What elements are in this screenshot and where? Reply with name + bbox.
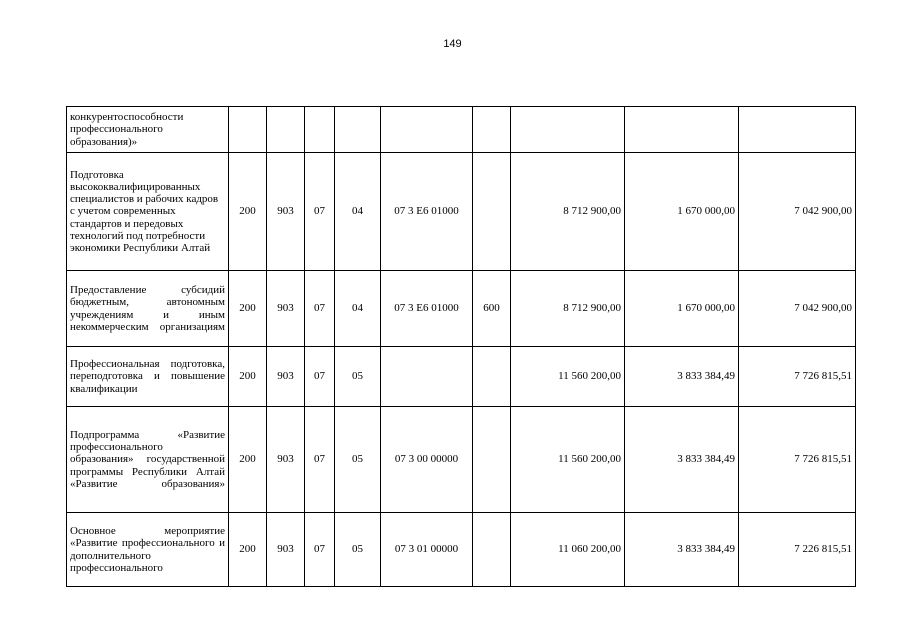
row-name: Подготовка высококвалифицированных специалистов и рабочих кадров с учетом современных стандартов и передовых технологий под потребности экономики Республики Алтай [67, 153, 229, 271]
cell-sum1 [511, 107, 625, 153]
cell-sum2 [625, 107, 739, 153]
cell-gr [229, 107, 267, 153]
cell-sum2: 3 833 384,49 [625, 407, 739, 513]
cell-razdel: 07 [305, 347, 335, 407]
cell-sum2: 1 670 000,00 [625, 153, 739, 271]
cell-podrazdel: 05 [335, 407, 381, 513]
cell-razdel: 07 [305, 271, 335, 347]
cell-csr [381, 107, 473, 153]
row-name: Предоставление субсидий бюджетным, автономным учреждениям и иным некоммерческим организациям [67, 271, 229, 347]
cell-sum3: 7 042 900,00 [739, 271, 856, 347]
cell-vr [473, 107, 511, 153]
table-row [67, 107, 856, 153]
cell-vedomstvo: 903 [267, 513, 305, 587]
cell-csr [381, 347, 473, 407]
cell-sum1: 8 712 900,00 [511, 153, 625, 271]
cell-vr [473, 407, 511, 513]
cell-gr: 200 [229, 153, 267, 271]
cell-sum1: 11 560 200,00 [511, 347, 625, 407]
cell-vr: 600 [473, 271, 511, 347]
cell-csr: 07 3 Е6 01000 [381, 271, 473, 347]
cell-vedomstvo: 903 [267, 271, 305, 347]
cell-podrazdel: 04 [335, 153, 381, 271]
cell-vedomstvo: 903 [267, 407, 305, 513]
table-row [67, 407, 856, 513]
cell-razdel: 07 [305, 153, 335, 271]
cell-csr: 07 3 Е6 01000 [381, 153, 473, 271]
row-name: Основное мероприятие «Развитие профессионального и дополнительного профессионального [67, 513, 229, 587]
cell-podrazdel: 05 [335, 347, 381, 407]
cell-vr [473, 347, 511, 407]
cell-gr: 200 [229, 513, 267, 587]
table-row [67, 153, 856, 271]
cell-gr: 200 [229, 407, 267, 513]
cell-vr [473, 513, 511, 587]
cell-podrazdel: 04 [335, 271, 381, 347]
cell-sum3: 7 042 900,00 [739, 153, 856, 271]
cell-sum1: 11 060 200,00 [511, 513, 625, 587]
cell-sum2: 3 833 384,49 [625, 347, 739, 407]
table-row [67, 513, 856, 587]
cell-razdel: 07 [305, 407, 335, 513]
cell-podrazdel [335, 107, 381, 153]
row-name: Профессиональная подготовка, переподготовка и повышение квалификации [67, 347, 229, 407]
cell-csr: 07 3 00 00000 [381, 407, 473, 513]
table-row [67, 271, 856, 347]
cell-sum1: 11 560 200,00 [511, 407, 625, 513]
cell-vedomstvo: 903 [267, 347, 305, 407]
cell-razdel [305, 107, 335, 153]
cell-vedomstvo [267, 107, 305, 153]
cell-sum3: 7 726 815,51 [739, 347, 856, 407]
cell-gr: 200 [229, 271, 267, 347]
cell-csr: 07 3 01 00000 [381, 513, 473, 587]
cell-gr: 200 [229, 347, 267, 407]
row-name: Подпрограмма «Развитие профессионального образования» государственной программы Республики Алтай «Развитие образования» [67, 407, 229, 513]
row-name: конкурентоспособности профессионального образования)» [67, 107, 229, 153]
cell-sum1: 8 712 900,00 [511, 271, 625, 347]
cell-razdel: 07 [305, 513, 335, 587]
cell-sum2: 3 833 384,49 [625, 513, 739, 587]
cell-sum3: 7 226 815,51 [739, 513, 856, 587]
cell-sum3: 7 726 815,51 [739, 407, 856, 513]
table-row [67, 347, 856, 407]
cell-sum3 [739, 107, 856, 153]
cell-vr [473, 153, 511, 271]
cell-podrazdel: 05 [335, 513, 381, 587]
page-number: 149 [443, 38, 462, 50]
cell-sum2: 1 670 000,00 [625, 271, 739, 347]
cell-vedomstvo: 903 [267, 153, 305, 271]
budget-table [66, 106, 856, 587]
